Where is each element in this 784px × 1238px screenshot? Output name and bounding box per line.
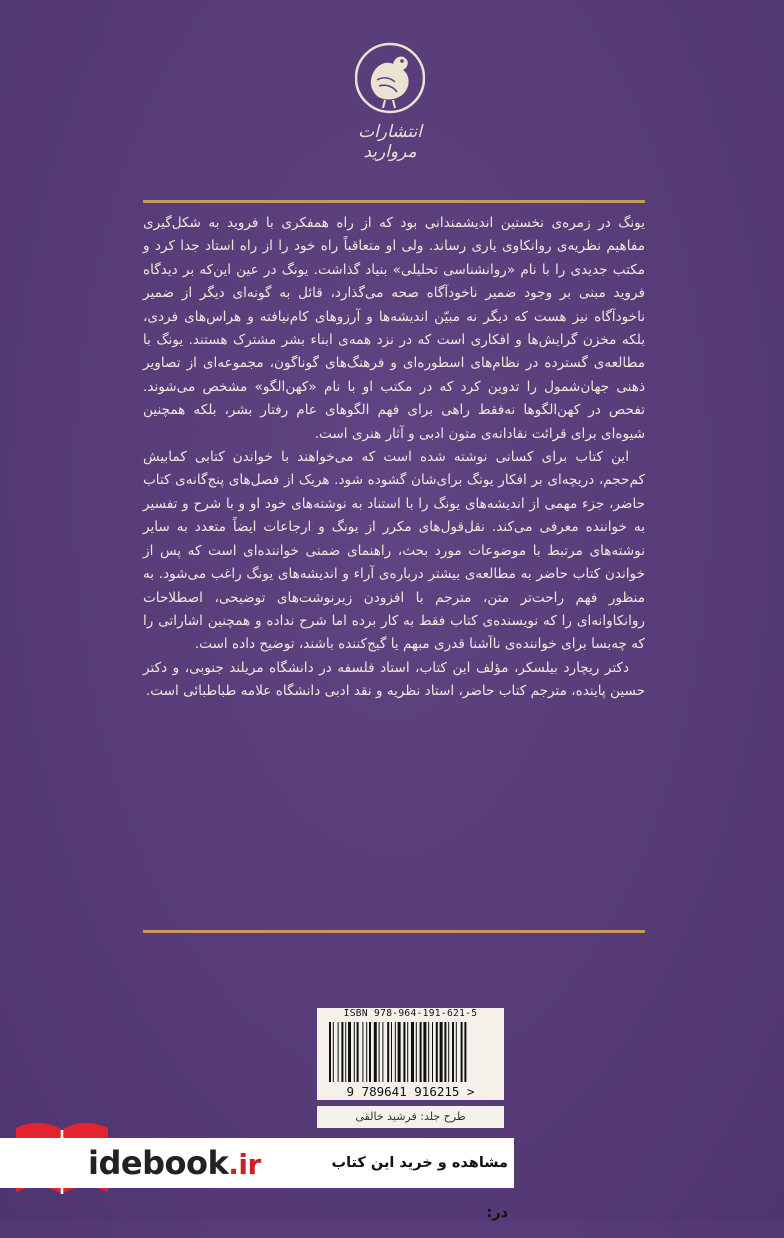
isbn-label: ISBN 978-964-191-621-5 — [343, 1008, 478, 1019]
barcode-bars — [327, 1022, 494, 1082]
watermark-banner — [0, 1138, 514, 1221]
isbn-barcode — [317, 1008, 504, 1100]
top-divider — [143, 200, 645, 203]
blurb-paragraph: این کتاب برای کسانی نوشته شده است که می‌خواهند با خواندن کتابی کمابیش کم‌حجم، دریچه‌ای بر افکار یونگ برای‌شان گشوده شود. هریک از فصل‌های پنج‌گانه‌ی کتاب حاضر، جزء مهمی از اندیشه‌های یونگ را با استناد به نوشته‌های خود او و با شرح و تفسیر به خواننده معرفی می‌کند. نقل‌قول‌های مکرر از یونگ و ارجاعات ایضاً متعدد به سایر نوشته‌های مرتبط با موضوعات مورد بحث، راهنمای ضمنی خواننده‌ای است که پس از خواندن کتاب حاضر به مطالعه‌ی بیشتر درباره‌ی آراء و اندیشه‌های یونگ راغب می‌شود. به منظور فهم راحت‌تر متن، مترجم با افزودن زیرنوشت‌های توضیحی، اصطلاحات روانکاوانه‌ای را که نویسنده‌ی کتاب فقط به کار برده اما شرح نداده و همچنین اشاراتی را که چه‌بسا برای خواننده‌ی ناآشنا قدری مبهم یا گیج‌کننده باشند، توضیح داده است. — [143, 449, 645, 653]
publisher-logo — [335, 40, 445, 160]
isbn-digits: 9 789641 916215 > — [346, 1084, 475, 1099]
site-tld: .ir — [228, 1148, 261, 1181]
site-logo[interactable] — [88, 1142, 261, 1184]
cover-design-credit: طرح جلد: فرشید خالقی — [317, 1106, 504, 1128]
bottom-divider — [143, 930, 645, 933]
blurb-paragraph: یونگ در زمره‌ی نخستین اندیشمندانی بود که از راه همفکری با فروید به شکل‌گیری مفاهیم نظریه‌ی روانکاوی یاری رساند. ولی او متعاقباً راه خود را از راه استاد جدا کرد و مکتب جدیدی را با نام «روانشناسی تحلیلی» بنیاد گذاشت. یونگ در عین این‌که بر دیدگاه فروید مبنی بر وجود ضمیر ناخودآگاه صحه می‌گذارد، قائل به گونه‌ای دیگر از ضمیر ناخودآگاه نیز هست که دیگر نه مبیّن اندیشه‌ها و آرزوهای کام‌نیافته و هراس‌های فردی، بلکه مخزن گرایش‌ها و افکاری است که در نزد همه‌ی ابناء بشر مشترک هستند. یونگ با مطالعه‌ی گسترده در نظام‌های اسطوره‌ای و فرهنگ‌های گوناگون، مجموعه‌ای از تصاویر ذهنی جهان‌شمول را تدوین کرد که در مکتب او با نام «کهن‌الگو» مشخص می‌شوند. تفحص در کهن‌الگوها نه‌فقط راهی برای فهم الگوهای عام رفتار بشر، بلکه همچنین شیوه‌ای برای قرائت نقادانه‌ی متون ادبی و آثار هنری است. — [143, 215, 645, 442]
publisher-name: انتشارات مروارید — [358, 122, 422, 162]
bird-emblem-icon — [355, 40, 425, 118]
blurb-paragraph: دکتر ریچارد بیلسکر، مؤلف این کتاب، استاد فلسفه در دانشگاه مریلند جنوبی، و دکتر حسین پاینده، مترجم کتاب حاضر، استاد نظریه و نقد ادبی دانشگاه علامه طباطبائی است. — [143, 659, 645, 700]
back-cover-blurb — [143, 212, 645, 922]
site-name: idebook — [88, 1144, 229, 1182]
watermark-text: مشاهده و خرید این کتاب در: — [331, 1155, 508, 1221]
